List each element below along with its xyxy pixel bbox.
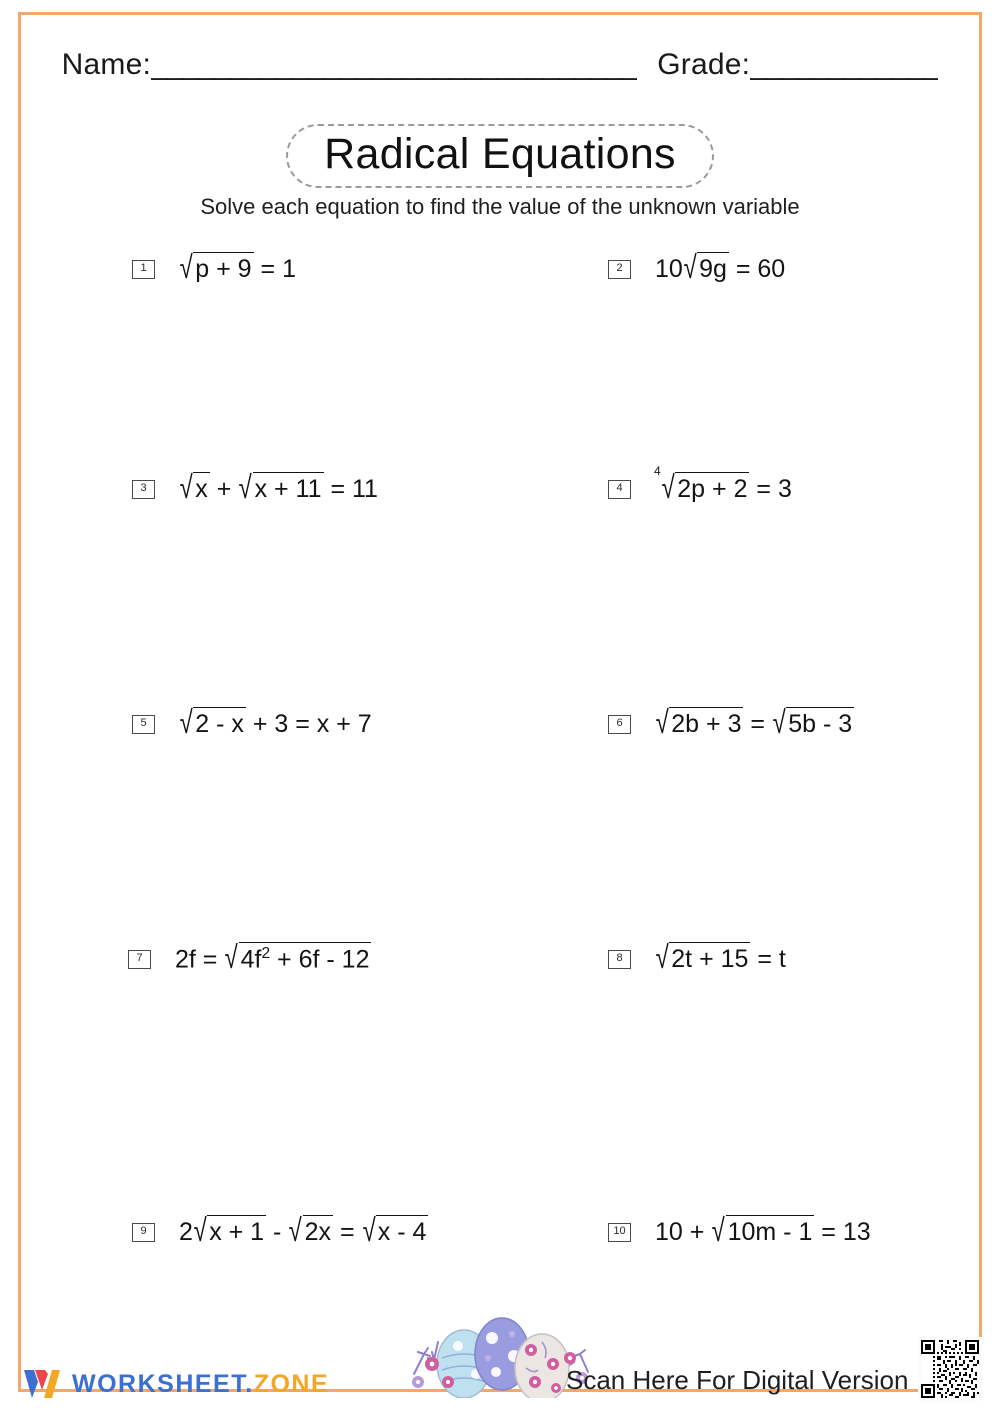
problem-5[interactable] [128, 703, 608, 942]
radicand-rest: + 6f - 12 [270, 945, 370, 974]
page-title: Radical Equations [286, 124, 714, 188]
equation-tail: = 13 [814, 1218, 871, 1246]
equation-tail: = 11 [323, 475, 378, 503]
equation-4 [654, 464, 792, 506]
equation-tail: + 3 = x + 7 [245, 710, 372, 738]
grade-blank-line: ____________ [750, 48, 939, 81]
problem-number: 7 [128, 950, 151, 969]
problem-number: 10 [608, 1223, 631, 1242]
radical [683, 248, 729, 286]
exponent: 2 [261, 945, 271, 962]
title-container [0, 124, 1000, 188]
radical-sign-icon: √ [238, 468, 252, 506]
brand-logo[interactable] [22, 1368, 329, 1400]
equation-5 [179, 703, 372, 741]
radical-index: 4 [654, 464, 661, 478]
radical [362, 1211, 429, 1249]
radicand: x [193, 472, 210, 505]
equation-mid: = [743, 710, 772, 738]
brand-name [72, 1370, 329, 1399]
equation-lead: 10 + [655, 1218, 712, 1246]
equation-lead: 10 [655, 255, 683, 283]
radicand: 2b + 3 [669, 707, 743, 740]
radical-fourth-root [654, 464, 749, 506]
radicand: 5b - 3 [786, 707, 854, 740]
radical-sign-icon: √ [362, 1211, 376, 1249]
grade-label: Grade: [657, 48, 751, 81]
radical-sign-icon: √ [179, 703, 193, 741]
problem-row [128, 703, 918, 942]
radical [772, 703, 854, 741]
equation-9 [179, 1211, 428, 1249]
worksheet-zone-logo-icon [22, 1368, 64, 1400]
radicand-base: 4f [240, 945, 262, 974]
equation-mid: - [266, 1218, 289, 1246]
name-blank-line: _______________________________ [150, 48, 638, 81]
radicand: x + 11 [253, 472, 324, 505]
equation-3 [179, 468, 378, 506]
radicand: 2t + 15 [669, 942, 750, 975]
problem-row [128, 1211, 918, 1275]
radical [193, 1211, 266, 1249]
problem-number: 5 [132, 715, 155, 734]
student-info-bar [0, 48, 1000, 82]
radical [711, 1211, 814, 1249]
equation-lead: 2f = [175, 945, 225, 974]
radical-sign-icon: √ [683, 248, 697, 286]
radical [179, 703, 246, 741]
scan-instruction: Scan Here For Digital Version [566, 1365, 909, 1395]
radical [238, 468, 323, 506]
radicand [239, 942, 372, 976]
problem-number: 3 [132, 480, 155, 499]
radical-sign-icon: √ [193, 1211, 207, 1249]
equation-mid: + [209, 475, 239, 503]
equation-tail: = 1 [253, 255, 296, 283]
radical-sign-icon: √ [661, 468, 675, 506]
problem-6[interactable] [608, 703, 918, 942]
equation-tail: = t [750, 945, 786, 973]
problem-7[interactable] [128, 939, 608, 1215]
equation-2 [655, 248, 786, 286]
problem-number: 9 [132, 1223, 155, 1242]
qr-code[interactable] [918, 1337, 982, 1401]
radicand: 2p + 2 [675, 472, 749, 505]
name-label: Name: [61, 48, 151, 81]
radicand: 2 - x [193, 707, 246, 740]
problem-3[interactable] [128, 468, 608, 707]
radicand: x - 4 [376, 1215, 429, 1248]
problem-row [128, 248, 918, 472]
equation-tail: = 3 [749, 475, 792, 503]
radical [224, 939, 371, 976]
radical-sign-icon: √ [655, 938, 669, 976]
equation-6 [655, 703, 854, 741]
problem-10[interactable] [608, 1211, 918, 1275]
radical-sign-icon: √ [655, 703, 669, 741]
radicand: 9g [697, 252, 729, 285]
grade-field[interactable] [657, 48, 938, 82]
problem-9[interactable] [128, 1211, 608, 1275]
radical [655, 938, 750, 976]
problem-number: 4 [608, 480, 631, 499]
radicand: x + 1 [207, 1215, 266, 1248]
problem-2[interactable] [608, 248, 918, 472]
name-field[interactable] [62, 48, 638, 82]
radical [655, 703, 743, 741]
qr-code-icon [921, 1340, 979, 1398]
problem-number: 1 [132, 260, 155, 279]
problem-1[interactable] [128, 248, 608, 472]
radical-sign-icon: √ [288, 1211, 303, 1249]
equation-lead: 2 [179, 1218, 193, 1246]
problem-number: 2 [608, 260, 631, 279]
radical-sign-icon: √ [179, 468, 193, 506]
radical-sign-icon: √ [711, 1211, 726, 1249]
problem-row [128, 464, 918, 707]
radical [179, 468, 210, 506]
problem-number: 6 [608, 715, 631, 734]
brand-zone: ZONE [253, 1369, 330, 1398]
problem-row [128, 938, 918, 1215]
equation-8 [655, 938, 786, 976]
radical [179, 248, 254, 286]
brand-worksheet: WORKSHEET. [72, 1369, 254, 1398]
equation-1 [179, 248, 296, 286]
radicand: 2x [303, 1215, 333, 1248]
instructions: Solve each equation to find the value of the unknown variable [200, 194, 800, 219]
radical-sign-icon: √ [224, 939, 239, 976]
radicand: p + 9 [193, 252, 253, 285]
radical-sign-icon: √ [772, 703, 786, 741]
equation-7 [175, 939, 371, 976]
problem-8[interactable] [608, 938, 918, 1215]
problem-4[interactable] [608, 464, 918, 707]
equation-tail: = 60 [728, 255, 786, 283]
radical [288, 1211, 333, 1249]
problem-grid [128, 248, 918, 1275]
problem-number: 8 [608, 950, 631, 969]
radical-sign-icon: √ [179, 248, 193, 286]
radicand: 10m - 1 [726, 1215, 815, 1248]
equation-mid2: = [333, 1218, 362, 1246]
equation-10 [655, 1211, 871, 1249]
